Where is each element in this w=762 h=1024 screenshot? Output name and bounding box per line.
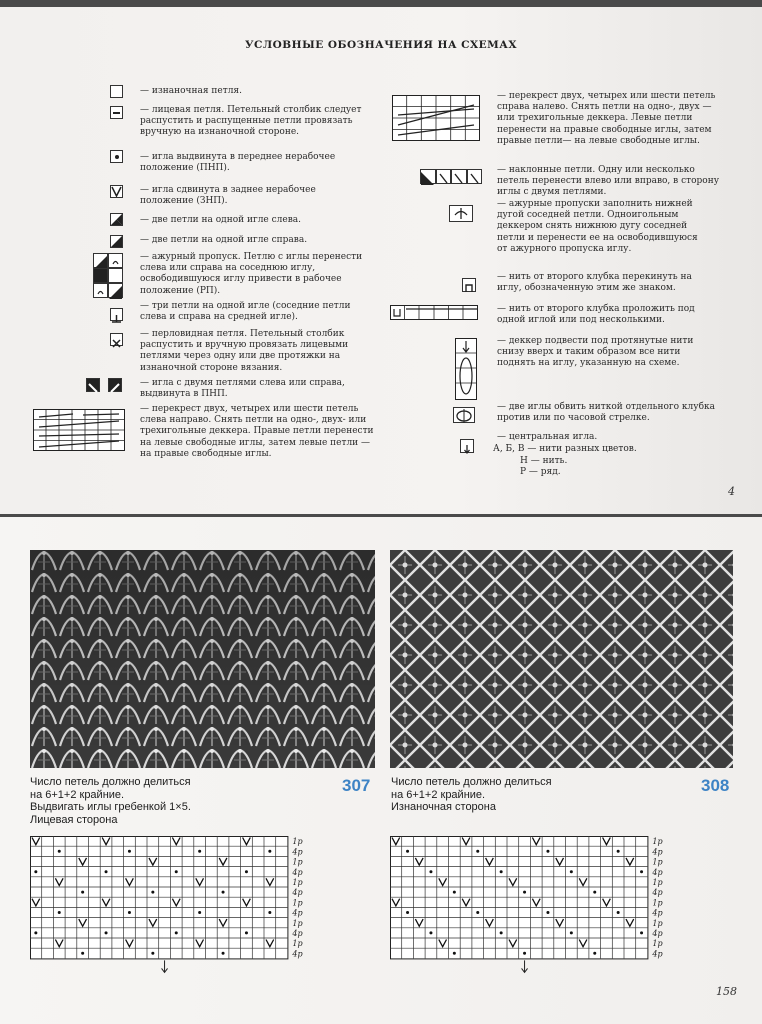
dot-symbol (546, 911, 549, 914)
legend-text-double-needle: — игла с двумя петлями слева или справа, выдвинута в ПНП. (140, 378, 345, 400)
dot-symbol (105, 870, 108, 873)
row-label: 4р (652, 908, 663, 918)
legend-page (0, 7, 762, 514)
dot-symbol (429, 870, 432, 873)
cross-left-icon (392, 95, 480, 141)
row-label: 4р (652, 929, 663, 938)
dot-symbol (222, 891, 225, 894)
dot-symbol (617, 911, 620, 914)
row-label: 4р (292, 949, 303, 959)
dot-symbol (546, 850, 549, 853)
knitting-chart-308 (390, 836, 685, 976)
pattern-photo-307 (30, 550, 375, 768)
dot-symbol (429, 931, 432, 934)
center-needle-icon (460, 439, 474, 453)
pattern-page (0, 517, 762, 1024)
empty-square-icon (110, 85, 123, 98)
wrap-needles-icon (453, 407, 475, 423)
dot-symbol (105, 931, 108, 934)
legend-text-cross-right: — перекрест двух, четырех или шести петель слева направо. Снять петли на одно-, двух- или трехигольные деккера. Правые петли перенести на левые свободные иглы, затем левые петли — на правые свободные иглы. (140, 404, 374, 459)
dot-symbol (268, 850, 271, 853)
dot-symbol (523, 891, 526, 894)
pattern-number-307: 307 (342, 776, 371, 795)
row-label: 1р (652, 898, 663, 908)
dot-symbol (476, 911, 479, 914)
caption-307 (30, 776, 290, 826)
dot-symbol (453, 891, 456, 894)
row-label: 4р (652, 867, 663, 877)
right-decrease-icon (110, 235, 123, 248)
legend-text-pearl-stitch: — перловидная петля. Петельный столбик распустить и вручную провязать лицевыми петлями через одну или две протяжки на изнаночной стороне вязания. (140, 329, 349, 373)
cross-square-icon (110, 333, 123, 346)
dot-symbol (128, 850, 131, 853)
dot-symbol (268, 911, 271, 914)
row-label: 4р (292, 888, 303, 898)
legend-text-cross-left: — перекрест двух, четырех или шести петель справа налево. Снять петли на одно-, двух — или трехигольные деккера. Левые петли перенести на правые свободные иглы, затем правые петли— на левые свободные иглы. (497, 91, 716, 146)
v-square-icon (110, 185, 123, 198)
dot-symbol (570, 931, 573, 934)
caption-line: Число петель должно делиться (391, 776, 552, 788)
dot-symbol (406, 850, 409, 853)
page-number: 158 (716, 985, 737, 998)
row-label: 1р (652, 918, 663, 928)
caption-line: Лицевая сторона (30, 813, 118, 826)
caption-308 (391, 776, 651, 814)
page-number: 4 (728, 485, 735, 498)
legend-text-row: Р — ряд. (520, 467, 561, 477)
row-label: 1р (292, 857, 303, 867)
dot-symbol (245, 931, 248, 934)
caption-line: на 6+1+2 крайние. (30, 788, 125, 801)
row-label: 4р (652, 847, 663, 857)
legend-text-second-yarn-lay: — нить от второго клубка проложить под одной иглой или под несколькими. (497, 304, 695, 326)
dot-symbol (476, 850, 479, 853)
legend-text-left-decrease: — две петли на одной игле слева. (140, 215, 301, 225)
caption-line: Изнаночная сторона (391, 801, 496, 813)
dot-symbol (128, 911, 131, 914)
dot-symbol (151, 952, 154, 955)
legend-text-center-needle: — центральная игла. (497, 432, 598, 442)
decker-lift-icon (455, 338, 477, 400)
dot-symbol (198, 850, 201, 853)
row-label: 4р (292, 867, 303, 877)
dot-symbol (151, 891, 154, 894)
row-label: 1р (652, 939, 663, 949)
left-decrease-icon (110, 213, 123, 226)
row-label: 4р (652, 888, 663, 898)
caption-line: Выдвигать иглы гребенкой 1×5. (30, 801, 191, 813)
second-yarn-icon (462, 278, 476, 292)
row-label: 1р (292, 939, 303, 949)
legend-text-lace-fill: — ажурные пропуски заполнить нижней дугой соседней петли. Одноигольным деккером снять нижнюю дугу соседней петли и перенести ее на освободившуюся от ажурного пропуска иглу. (497, 199, 698, 254)
dot-symbol (593, 891, 596, 894)
second-yarn-lay-icon (390, 305, 478, 320)
dot-symbol (593, 952, 596, 955)
dot-symbol (570, 870, 573, 873)
row-label: 4р (652, 949, 663, 959)
row-label: 4р (292, 929, 303, 938)
dash-square-icon (110, 106, 123, 119)
legend-text-yarn-over: — ажурный пропуск. Петлю с иглы перенести слева или справа на соседнюю иглу, освободившуюся иглу привести в рабочее положение (РП). (140, 252, 363, 296)
row-label: 1р (292, 898, 303, 908)
dot-symbol (523, 952, 526, 955)
legend-text-thread: Н — нить. (520, 456, 568, 466)
legend-text-wrap-needles: — две иглы обвить ниткой отдельного клубка против или по часовой стрелке. (497, 402, 715, 424)
pattern-photo-308 (390, 550, 733, 768)
row-label: 4р (292, 908, 303, 918)
dot-symbol (640, 870, 643, 873)
row-label: 1р (292, 918, 303, 928)
dot-symbol (617, 850, 620, 853)
dot-symbol (175, 931, 178, 934)
legend-text-triple-stitch: — три петли на одной игле (соседние петли слева и справа на средней игле). (140, 301, 351, 323)
slanted-stitches-icon (420, 169, 482, 184)
dot-symbol (640, 931, 643, 934)
center-arrow-icon (162, 960, 168, 972)
legend-text-purl: — изнаночная петля. (140, 86, 242, 96)
row-label: 1р (292, 837, 303, 847)
legend-text-right-decrease: — две петли на одной игле справа. (140, 235, 308, 245)
dot-symbol (500, 931, 503, 934)
row-label: 4р (292, 847, 303, 857)
row-label: 1р (652, 857, 663, 867)
dot-symbol (500, 870, 503, 873)
legend-text-decker-lift: — деккер подвести под протянутые нити снизу вверх и таким образом все нити поднять на иглу, указанную на схеме. (497, 336, 694, 369)
dot-symbol (222, 952, 225, 955)
row-label: 1р (652, 837, 663, 847)
dot-square-icon (110, 150, 123, 163)
legend-text-second-yarn: — нить от второго клубка перекинуть на иглу, обозначенную этим же знаком. (497, 272, 692, 294)
legend-text-front-position: — игла выдвинута в переднее нерабочее положение (ПНП). (140, 152, 336, 174)
caption-line: на 6+1+2 крайние. (391, 788, 486, 801)
caption-line: Число петель должно делиться (30, 776, 191, 788)
dot-symbol (34, 931, 37, 934)
dot-symbol (81, 891, 84, 894)
page-title: УСЛОВНЫЕ ОБОЗНАЧЕНИЯ НА СХЕМАХ (245, 39, 517, 51)
dot-symbol (175, 870, 178, 873)
legend-text-back-position: — игла сдвинута в заднее нерабочее положение (ЗНП). (140, 185, 316, 207)
dot-symbol (58, 850, 61, 853)
cross-right-icon (33, 409, 125, 451)
pattern-number-308: 308 (701, 776, 730, 795)
lace-fill-icon (449, 205, 473, 222)
dot-symbol (198, 911, 201, 914)
knitting-chart-307 (30, 836, 325, 976)
double-needle-icon (86, 378, 124, 392)
yarn-over-icon (93, 253, 123, 301)
legend-text-knit: — лицевая петля. Петельный столбик следует распустить и распущенные петли провязать вручную на изнаночной стороне. (140, 105, 362, 138)
legend-text-slanted: — наклонные петли. Одну или несколько петель перенести влево или вправо, в сторону иглы с двумя петлями. (497, 165, 719, 198)
dot-symbol (453, 952, 456, 955)
dot-symbol (58, 911, 61, 914)
dot-symbol (34, 870, 37, 873)
legend-text-colors: А, Б, В — нити разных цветов. (493, 444, 637, 454)
dot-symbol (81, 952, 84, 955)
center-arrow-icon (522, 960, 528, 972)
row-label: 1р (292, 878, 303, 887)
row-label: 1р (652, 878, 663, 887)
dot-symbol (406, 911, 409, 914)
dot-symbol (245, 870, 248, 873)
triple-stitch-icon (110, 308, 123, 321)
